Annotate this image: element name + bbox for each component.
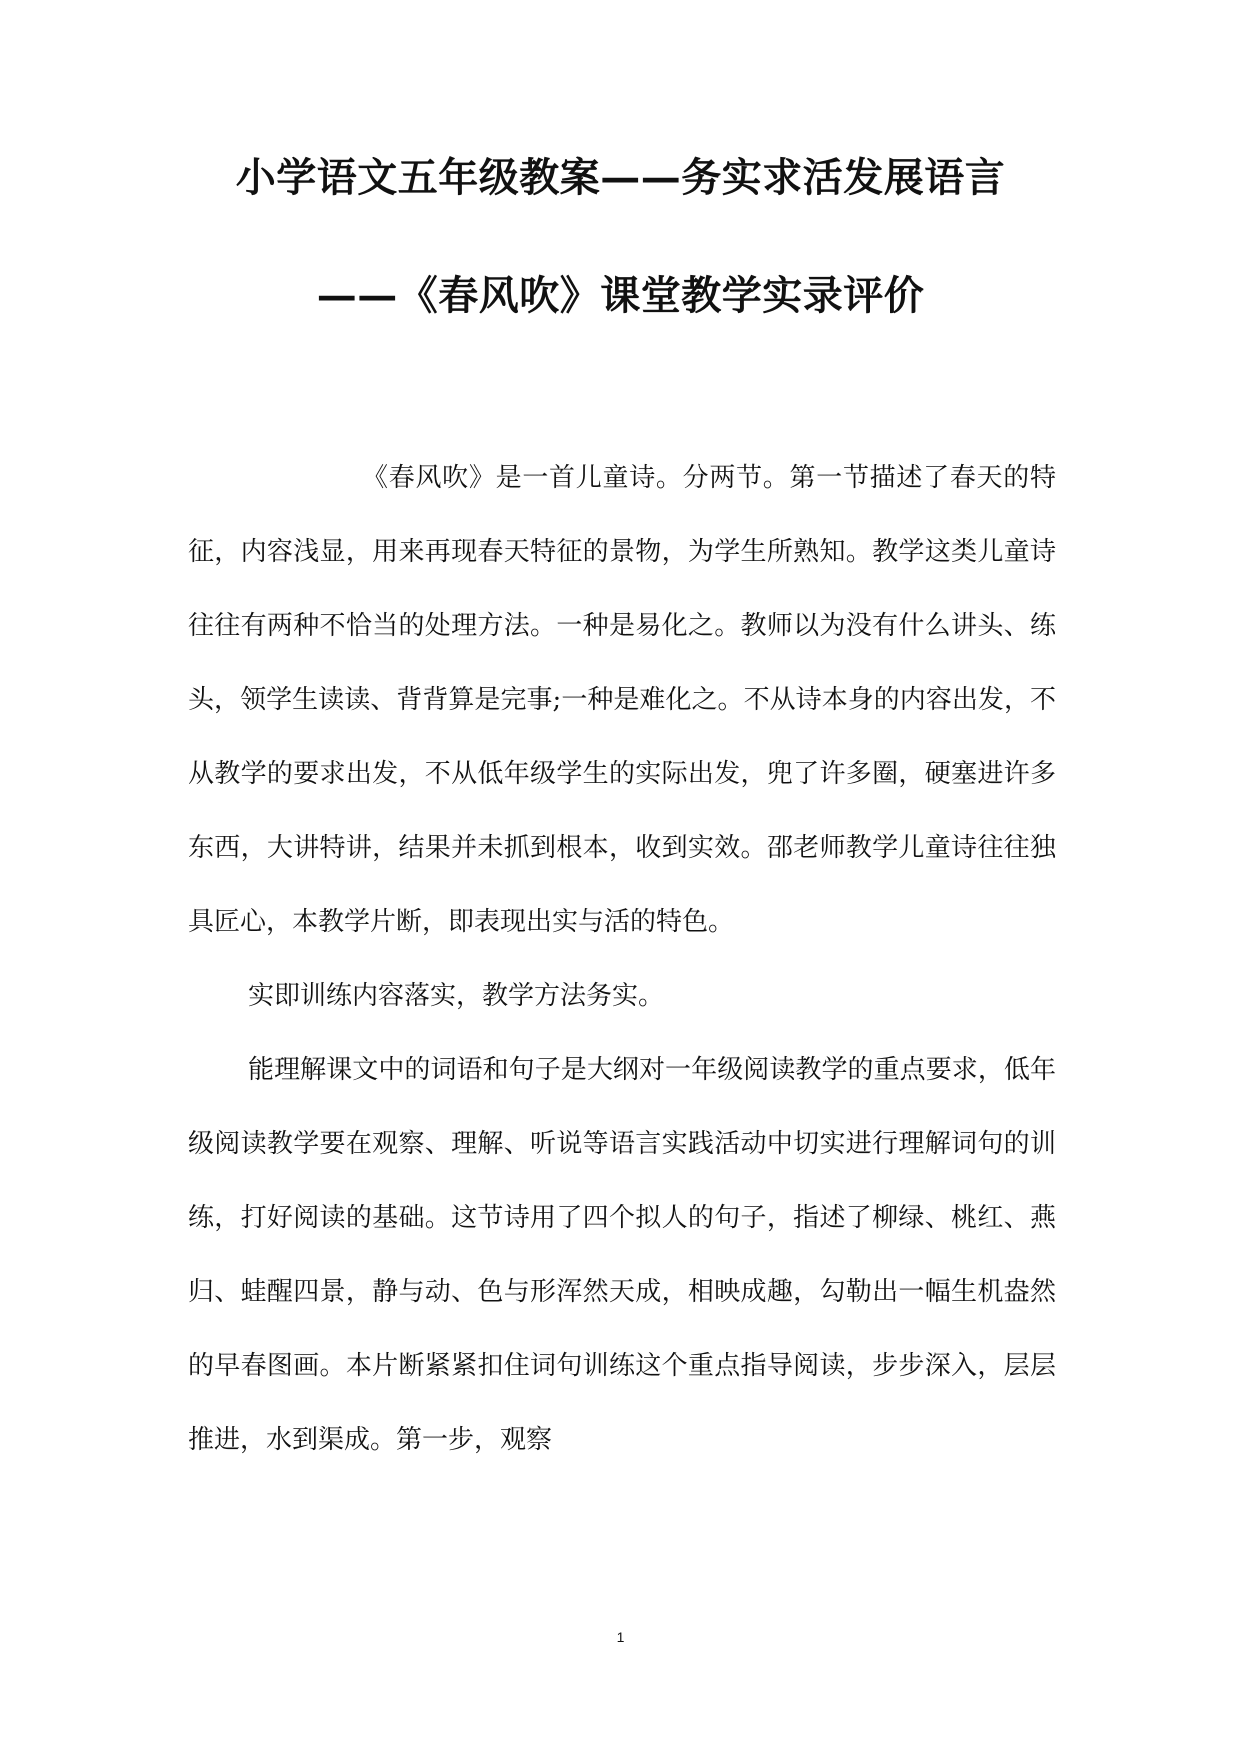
page-number: 1 — [616, 1629, 625, 1645]
paragraph-word-training: 能理解课文中的词语和句子是大纲对一年级阅读教学的重点要求，低年级阅读教学要在观察、理解、听说等语言实践活动中切实进行理解词句的训练，打好阅读的基础。这节诗用了四个拟人的句子，指述了柳绿、桃红、燕归、蛙醒四景，静与动、色与形浑然天成，相映成趣，勾勒出一幅生机盎然的早春图画。本片断紧紧扣住词句训练这个重点指导阅读，步步深入，层层推进，水到渠成。第一步，观察 — [188, 1055, 1056, 1455]
paragraph-practical: 实即训练内容落实，教学方法务实。 — [248, 981, 665, 1011]
paragraph-intro: 《春风吹》是一首儿童诗。分两节。第一节描述了春天的特征，内容浅显，用来再现春天特征的景物，为学生所熟知。教学这类儿童诗往往有两种不恰当的处理方法。一种是易化之。教师以为没有什么讲头、练头，领学生读读、背背算是完事;一种是难化之。不从诗本身的内容出发，不从教学的要求出发，不从低年级学生的实际出发，兜了许多圈，硬塞进许多东西，大讲特讲，结果并未抓到根本，收到实效。邵老师教学儿童诗往往独具匠心，本教学片断，即表现出实与活的特色。 — [188, 463, 1056, 937]
document-body — [188, 441, 1056, 1477]
document-title-line-1: 小学语文五年级教案——务实求活发展语言 — [235, 154, 1006, 201]
document-title-line-2: ——《春风吹》课堂教学实录评价 — [316, 272, 925, 319]
